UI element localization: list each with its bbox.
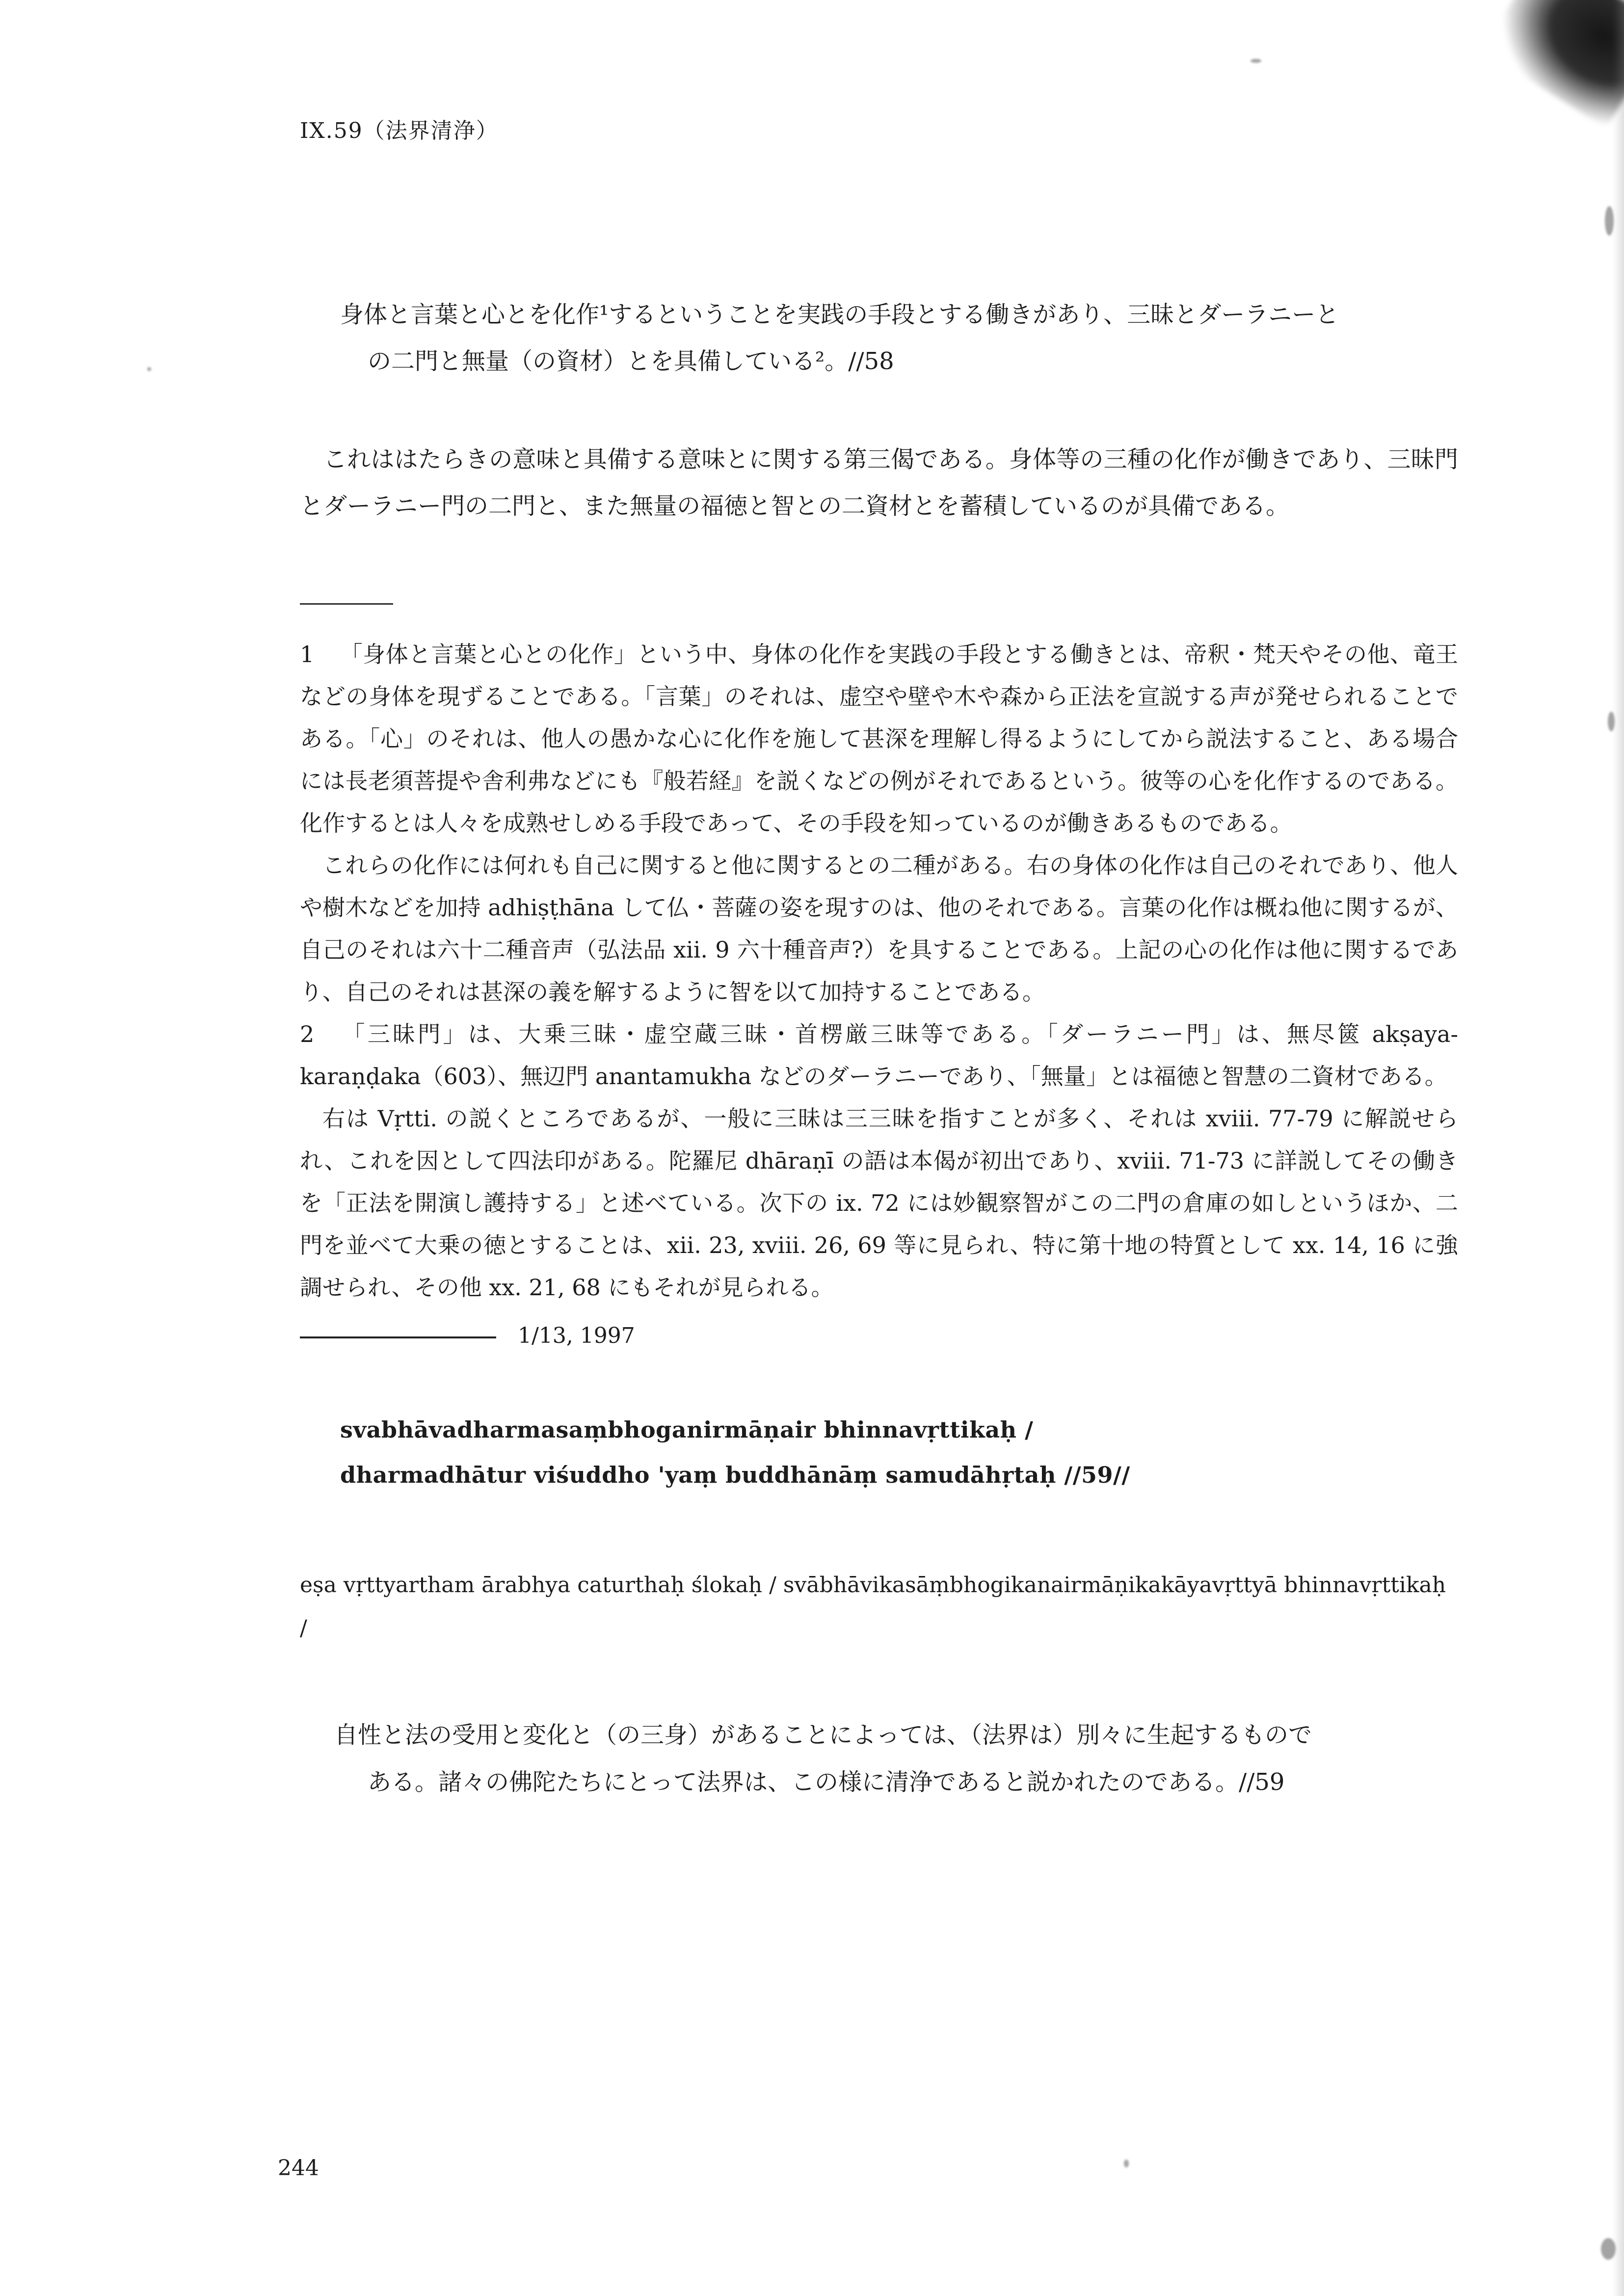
scan-artifact-speck xyxy=(1601,2238,1616,2260)
verse-58-line-1: 身体と言葉と心とを化作¹するということを実践の手段とする働きがあり、三昧とダーラニーと xyxy=(340,301,1339,328)
footnote-2-text-1: 「三昧門」は、大乗三昧・虚空蔵三昧・首楞厳三昧等である。「ダーラニー門」は、無尽篋 akṣaya-karaṇḍaka（603）、無辺門 anantamukha などのダーラニーであり、「無量」とは福徳と智慧の二資材である。 xyxy=(300,1021,1458,1090)
translation-59-line-1: 自性と法の受用と変化と（の三身）があることによっては、（法界は）別々に生起するもので xyxy=(334,1721,1312,1749)
footnote-1-text-1: 「身体と言葉と心との化作」という中、身体の化作を実践の手段とする働きとは、帝釈・梵天やその他、竜王などの身体を現ずることである。「言葉」のそれは、虚空や壁や木や森から正法を宣説する声が発せられることである。「心」のそれは、他人の愚かな心に化作を施して甚深を理解し得るようにしてから説法すること、ある場合には長老須菩提や舎利弗などにも『般若経』を説くなどの例がそれであるという。彼等の心を化作するのである。化作するとは人々を成熟せしめる手段であって、その手段を知っているのが働きあるものである。 xyxy=(300,641,1459,836)
commentary-paragraph: これははたらきの意味と具備する意味とに関する第三偈である。身体等の三種の化作が働きであり、三昧門とダーラニー門の二門と、また無量の福徳と智との二資材とを蓄積しているのが具備である。 xyxy=(300,446,1458,520)
footnotes-section xyxy=(300,633,1458,1308)
sanskrit-verse-line-1: svabhāvadharmasaṃbhoganirmāṇair bhinnavṛttikaḥ / xyxy=(340,1416,1034,1443)
scan-artifact-speck xyxy=(147,367,151,371)
sanskrit-prose: eṣa vṛttyartham ārabhya caturthaḥ ślokaḥ / svābhāvikasāṃbhogikanairmāṇikakāyavṛttyā bhinnavṛttikaḥ / xyxy=(300,1573,1446,1641)
date-line xyxy=(300,1321,1458,1351)
footnote-1-marker: 1 xyxy=(300,641,315,667)
footnote-2-paragraph-2: 右は Vṛtti. の説くところであるが、一般に三昧は三三昧を指すことが多く、それは xviii. 77-79 に解説せられ、これを因として四法印がある。陀羅尼 dhāraṇī の語は本偈が初出であり、xviii. 71-73 に詳説してその働きを「正法を開演し護持する」と述べている。次下の ix. 72 には妙観察智がこの二門の倉庫の如しというほか、二門を並べて大乗の徳とすることは、xii. 23, xviii. 26, 69 等に見られ、特に第十地の特質として xx. 14, 16 に強調せられ、その他 xx. 21, 68 にもそれが見られる。 xyxy=(300,1105,1458,1301)
translation-59-line-2: ある。諸々の佛陀たちにとって法界は、この様に清浄であると説かれたのである。//59 xyxy=(368,1768,1285,1796)
date-text: 1/13, 1997 xyxy=(518,1323,635,1348)
sanskrit-verse-line-2: dharmadhātur viśuddho 'yaṃ buddhānāṃ samudāhṛtaḥ //59// xyxy=(340,1462,1130,1488)
scan-artifact-speck xyxy=(1608,712,1615,731)
page-content xyxy=(300,113,1458,1806)
verse-58-line-2: の二門と無量（の資材）とを具備している²。//58 xyxy=(368,347,894,375)
footnote-1-paragraph-2: これらの化作には何れも自己に関すると他に関するとの二種がある。右の身体の化作は自己のそれであり、他人や樹木などを加持 adhiṣṭhāna して仏・菩薩の姿を現すのは、他のそれである。言葉の化作は概ね他に関するが、自己のそれは六十二種音声（弘法品 xii. 9 六十種音声?）を具することである。上記の心の化作は他に関するであり、自己のそれは甚深の義を解するように智を以て加持することである。 xyxy=(300,852,1458,1005)
sanskrit-verse-59 xyxy=(340,1407,1458,1497)
translation-59 xyxy=(300,1711,1458,1806)
verse-58 xyxy=(300,292,1458,385)
footnote-2-paragraph-1 xyxy=(300,1013,1458,1097)
footnote-separator-rule xyxy=(300,603,393,605)
scan-artifact-right-edge xyxy=(1611,0,1624,2296)
footnote-1-paragraph-1 xyxy=(300,633,1458,844)
scan-artifact-corner-smudge xyxy=(1481,0,1624,128)
scan-artifact-speck xyxy=(1251,59,1261,63)
scan-artifact-speck xyxy=(1605,206,1614,236)
page-number: 244 xyxy=(278,2156,319,2181)
section-header: IX.59（法界清浄） xyxy=(300,118,499,143)
date-rule xyxy=(300,1336,496,1338)
scan-artifact-speck xyxy=(1124,2160,1129,2167)
footnote-2-marker: 2 xyxy=(300,1021,315,1047)
